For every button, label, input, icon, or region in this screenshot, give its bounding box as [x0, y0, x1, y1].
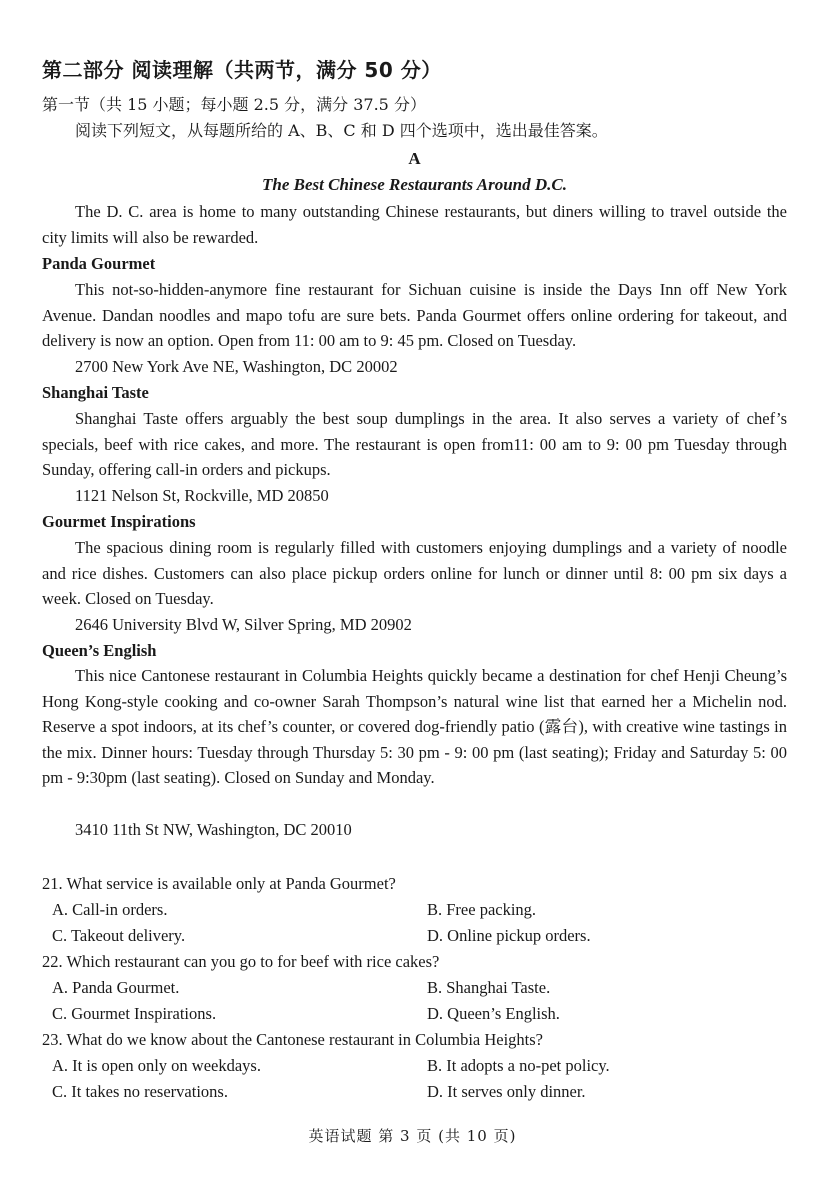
restaurant-address: 3410 11th St NW, Washington, DC 20010 — [75, 820, 352, 839]
answer-option[interactable]: A. Call-in orders. — [52, 900, 168, 919]
restaurant-address: 2700 New York Ave NE, Washington, DC 20002 — [75, 357, 398, 376]
restaurant-description: This nice Cantonese restaurant in Columbia Heights quickly became a destination for chef Henji Cheung’s Hong Kong-style cooking and co-owner Sarah Thompson’s natural wine list that earned her a Michelin nod. Reserve a spot indoors, at its chef’s counter, or covered dog-friendly patio (露台), with creative wine tastings in the mix. Dinner hours: Tuesday through Thursday 5: 30 pm - 9: 00 pm (last seating); Friday and Saturday 5: 00 pm - 9:30pm (last seating). Closed on Sunday and Monday. — [42, 666, 787, 788]
question-stem: 22. Which restaurant can you go to for beef with rice cakes? — [42, 952, 440, 971]
restaurant-address: 2646 University Blvd W, Silver Spring, MD 20902 — [75, 615, 412, 634]
restaurant-name: Shanghai Taste — [42, 383, 149, 402]
page-footer: 英语试题 第 3 页 (共 10 页) — [308, 1127, 517, 1145]
answer-option[interactable]: D. Online pickup orders. — [427, 926, 591, 945]
restaurant-address: 1121 Nelson St, Rockville, MD 20850 — [75, 486, 329, 505]
answer-option[interactable]: A. It is open only on weekdays. — [52, 1056, 261, 1075]
restaurant-name: Gourmet Inspirations — [42, 512, 196, 531]
restaurant-description: Shanghai Taste offers arguably the best soup dumplings in the area. It also serves a variety of chef’s specials, beef with rice cakes, and more. The restaurant is open from11: 00 am to 9: 00 pm Tuesday through Sunday, offering call-in orders and pickups. — [42, 409, 787, 480]
section-title: 第二部分 阅读理解（共两节，满分 50 分） — [42, 58, 442, 82]
answer-option[interactable]: B. It adopts a no-pet policy. — [427, 1056, 610, 1075]
answer-option[interactable]: B. Free packing. — [427, 900, 537, 919]
restaurant-name: Panda Gourmet — [42, 254, 156, 273]
answer-option[interactable]: C. It takes no reservations. — [52, 1082, 228, 1101]
restaurant-name: Queen’s English — [42, 641, 157, 660]
instructions: 阅读下列短文，从每题所给的 A、B、C 和 D 四个选项中，选出最佳答案。 — [75, 121, 608, 140]
restaurant-description: This not-so-hidden-anymore fine restaurant for Sichuan cuisine is inside the Days Inn off New York Avenue. Dandan noodles and mapo tofu are sure bets. Panda Gourmet offers online ordering for takeout, and delivery is now an option. Open from 11: 00 am to 9: 45 pm. Closed on Tuesday. — [42, 280, 787, 351]
subsection-heading: 第一节（共 15 小题；每小题 2.5 分，满分 37.5 分） — [42, 95, 426, 114]
question-stem: 23. What do we know about the Cantonese restaurant in Columbia Heights? — [42, 1030, 544, 1049]
answer-option[interactable]: C. Gourmet Inspirations. — [52, 1004, 217, 1023]
answer-option[interactable]: C. Takeout delivery. — [52, 926, 186, 945]
passage-intro: The D. C. area is home to many outstanding Chinese restaurants, but diners willing to travel outside the city limits will also be rewarded. — [42, 202, 787, 247]
answer-option[interactable]: D. Queen’s English. — [427, 1004, 560, 1023]
question-stem: 21. What service is available only at Panda Gourmet? — [42, 874, 396, 893]
answer-option[interactable]: A. Panda Gourmet. — [52, 978, 180, 997]
restaurant-description: The spacious dining room is regularly filled with customers enjoying dumplings and a variety of noodle and rice dishes. Customers can also place pickup orders online for lunch or dinner until 8: 00 pm six days a week. Closed on Tuesday. — [42, 538, 787, 609]
passage-letter: A — [408, 149, 421, 168]
answer-option[interactable]: D. It serves only dinner. — [427, 1082, 586, 1101]
passage-title: The Best Chinese Restaurants Around D.C. — [262, 175, 567, 194]
answer-option[interactable]: B. Shanghai Taste. — [427, 978, 551, 997]
